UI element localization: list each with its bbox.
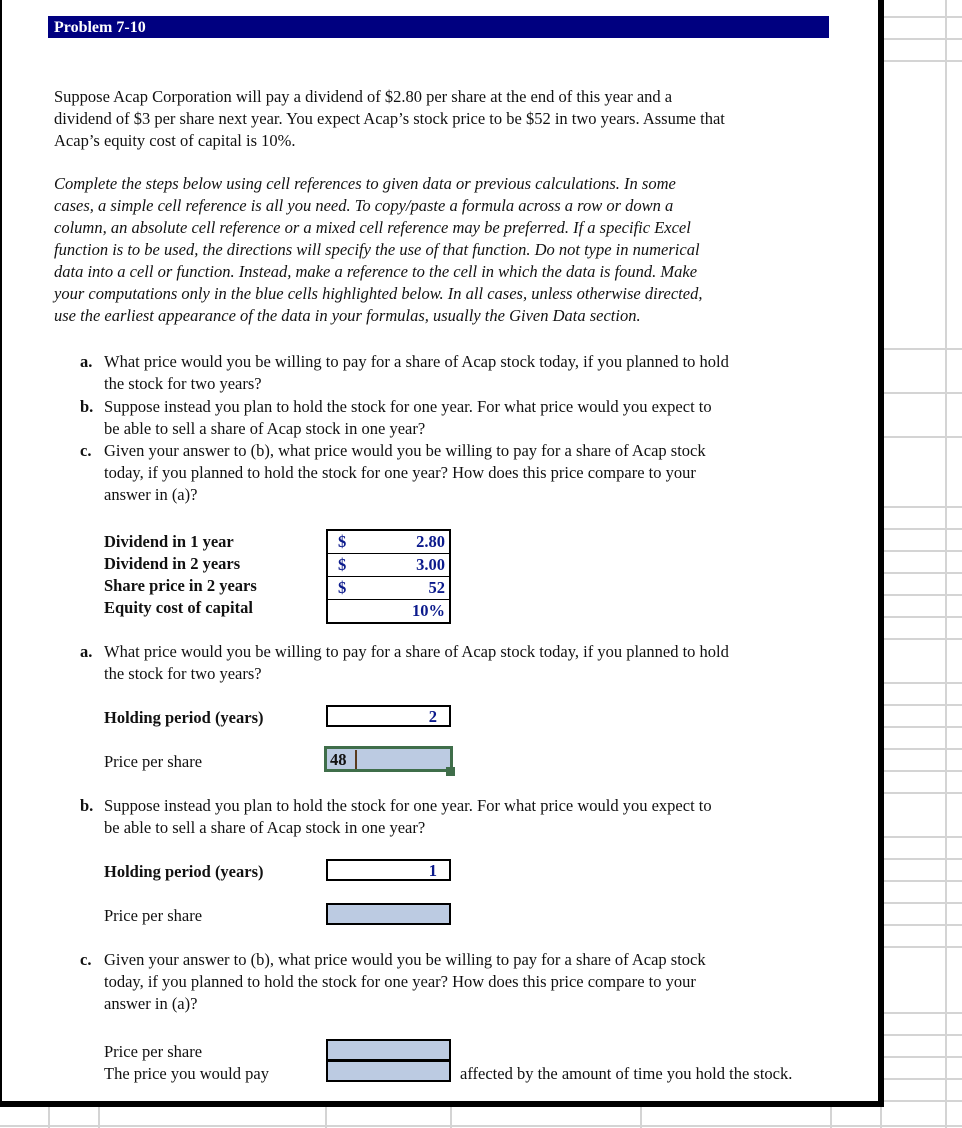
grid-col-line [945,0,947,1128]
part-b-price-label: Price per share [104,906,203,925]
given-value: 2.80 [416,532,445,551]
question-letter: b. [80,397,94,416]
grid-row-line [884,38,962,40]
given-value: 10% [412,601,445,620]
question-letter: c. [80,441,92,460]
intro-line: dividend of $3 per share next year. You expect Acap’s stock price to be $52 in two years. Assume that [54,109,725,128]
grid-row-line [884,726,962,728]
grid-col-line [640,1107,642,1128]
grid-col-line [98,1107,100,1128]
currency-symbol: $ [338,555,347,574]
part-a-holding-cell[interactable] [326,705,451,727]
part-b-holding-cell[interactable] [326,859,451,881]
given-cell-dividend-1[interactable] [328,531,449,554]
given-label-equity-cost: Equity cost of capital [104,598,253,617]
grid-row-line [884,616,962,618]
part-a-holding-label: Holding period (years) [104,708,264,727]
part-b-price-input[interactable] [326,903,451,925]
instructions-paragraph [54,173,844,327]
question-line: today, if you planned to hold the stock for one year? How does this price compare to your [104,463,696,482]
currency-symbol: $ [338,578,347,597]
grid-row-line [884,1056,962,1058]
question-line: What price would you be willing to pay for a share of Acap stock today, if you planned to hold [104,352,729,371]
instruction-line: Complete the steps below using cell references to given data or previous calculations. In some [54,174,676,193]
grid-row-line [884,946,962,948]
instruction-line: column, an absolute cell reference or a mixed cell reference may be preferred. If a specific Excel [54,218,691,237]
part-c-compare-suffix: affected by the amount of time you hold the stock. [460,1064,793,1083]
grid-row-line [0,1125,962,1127]
grid-col-line [450,1107,452,1128]
grid-row-line [884,60,962,62]
text-caret [355,750,357,769]
grid-row-line [884,348,962,350]
part-c-compare-input[interactable] [326,1060,451,1082]
given-cell-equity-cost[interactable] [328,600,449,622]
grid-col-line [830,1107,832,1128]
intro-line: Acap’s equity cost of capital is 10%. [54,131,296,150]
given-label-dividend-1: Dividend in 1 year [104,532,234,551]
currency-symbol: $ [338,532,347,551]
part-c-price-input[interactable] [326,1039,451,1061]
frame-border-left [0,0,2,1107]
holding-value: 2 [428,707,437,726]
grid-row-line [884,682,962,684]
question-b [80,396,840,440]
given-label-share-price: Share price in 2 years [104,576,257,595]
instruction-line: your computations only in the blue cells highlighted below. In all cases, unless otherwise directed, [54,284,703,303]
grid-row-line [884,748,962,750]
grid-row-line [884,436,962,438]
grid-row-line [884,770,962,772]
given-label-dividend-2: Dividend in 2 years [104,554,241,573]
instruction-line: cases, a simple cell reference is all you need. To copy/paste a formula across a row or down a [54,196,674,215]
problem-title: Problem 7-10 [48,16,829,38]
part-c-price-label: Price per share [104,1042,203,1061]
given-value: 52 [428,578,445,597]
part-a-question [80,641,840,685]
grid-col-line [880,1107,882,1128]
question-line: the stock for two years? [104,664,262,683]
grid-row-line [884,1012,962,1014]
given-data-table [326,529,451,624]
grid-row-line [884,550,962,552]
question-letter: a. [80,352,93,371]
question-letter: a. [80,642,93,661]
question-letter: c. [80,950,92,969]
frame-border-right [878,0,884,1107]
grid-row-line [884,858,962,860]
instruction-line: data into a cell or function. Instead, make a reference to the cell in which the data is found. Make [54,262,698,281]
grid-row-line [884,16,962,18]
part-a-price-input-active[interactable] [324,746,453,772]
instruction-line: function is to be used, the directions will specify the use of that function. Do not type in numerical [54,240,700,259]
question-letter: b. [80,796,94,815]
instruction-line: use the earliest appearance of the data in your formulas, usually the Given Data section. [54,306,641,325]
question-line: be able to sell a share of Acap stock in one year? [104,419,426,438]
grid-row-line [884,924,962,926]
question-line: What price would you be willing to pay for a share of Acap stock today, if you planned to hold [104,642,729,661]
given-cell-share-price[interactable] [328,577,449,600]
part-b-question [80,795,840,839]
grid-row-line [884,392,962,394]
grid-row-line [884,1100,962,1102]
frame-border-bottom [0,1101,884,1107]
question-c [80,440,840,506]
grid-col-line [325,1107,327,1128]
question-line: answer in (a)? [104,994,198,1013]
grid-row-line [884,902,962,904]
grid-row-line [884,528,962,530]
given-value: 3.00 [416,555,445,574]
grid-row-line [884,572,962,574]
typed-value: 48 [330,750,347,769]
grid-row-line [884,506,962,508]
grid-row-line [884,594,962,596]
question-line: Given your answer to (b), what price would you be willing to pay for a share of Acap stock [104,950,706,969]
fill-handle[interactable] [446,767,455,776]
question-line: Given your answer to (b), what price would you be willing to pay for a share of Acap stock [104,441,706,460]
question-line: be able to sell a share of Acap stock in one year? [104,818,426,837]
question-a [80,351,840,395]
grid-row-line [884,704,962,706]
part-b-holding-label: Holding period (years) [104,862,264,881]
grid-row-line [884,836,962,838]
part-a-price-label: Price per share [104,752,203,771]
intro-line: Suppose Acap Corporation will pay a dividend of $2.80 per share at the end of this year and a [54,87,673,106]
part-c-question [80,949,840,1015]
question-line: answer in (a)? [104,485,198,504]
grid-row-line [884,1078,962,1080]
holding-value: 1 [428,861,437,880]
question-line: today, if you planned to hold the stock for one year? How does this price compare to your [104,972,696,991]
part-c-compare-label: The price you would pay [104,1064,269,1083]
grid-col-line [48,1107,50,1128]
question-line: Suppose instead you plan to hold the stock for one year. For what price would you expect to [104,397,712,416]
grid-row-line [884,1034,962,1036]
given-cell-dividend-2[interactable] [328,554,449,577]
grid-row-line [884,792,962,794]
question-line: the stock for two years? [104,374,262,393]
intro-paragraph [54,86,844,152]
grid-row-line [884,880,962,882]
question-line: Suppose instead you plan to hold the stock for one year. For what price would you expect to [104,796,712,815]
grid-row-line [884,638,962,640]
